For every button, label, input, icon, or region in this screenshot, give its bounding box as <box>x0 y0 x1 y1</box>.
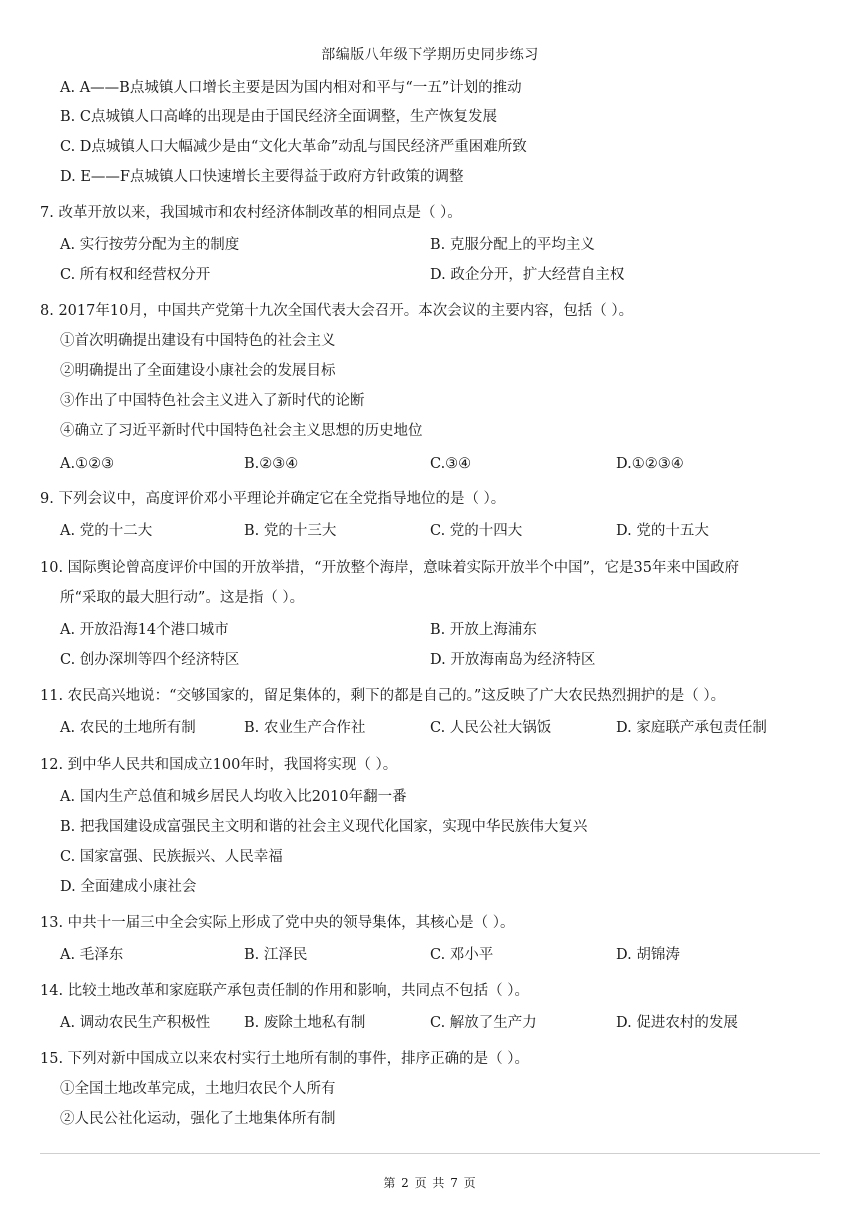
q6-option-a: A. A——B点城镇人口增长主要是因为国内相对和平与“一五”计划的推动 <box>60 80 522 96</box>
page-header: 部编版八年级下学期历史同步练习 <box>321 47 539 63</box>
q14-option-b: B. 废除土地私有制 <box>244 1015 366 1031</box>
q13-option-d: D. 胡锦涛 <box>616 947 680 963</box>
q13-option-a: A. 毛泽东 <box>60 947 124 963</box>
q8-option-a: A.①②③ <box>60 456 115 472</box>
q14-option-c: C. 解放了生产力 <box>430 1015 537 1031</box>
q10-stem-line1: 10. 国际舆论曾高度评价中国的开放举措，“开放整个海岸，意味着实际开放半个中国”，它是35年来中国政府 <box>40 560 739 576</box>
q8-item-2: ②明确提出了全面建设小康社会的发展目标 <box>60 363 336 379</box>
q8-option-b: B.②③④ <box>244 456 299 472</box>
q10-option-d: D. 开放海南岛为经济特区 <box>430 652 596 668</box>
q8-item-3: ③作出了中国特色社会主义进入了新时代的论断 <box>60 393 365 409</box>
q9-option-a: A. 党的十二大 <box>60 523 153 539</box>
q10-stem-line2: 所“采取的最大胆行动”。这是指（ ）。 <box>60 590 305 606</box>
q12-option-c: C. 国家富强、民族振兴、人民幸福 <box>60 849 283 865</box>
q15-item-1: ①全国土地改革完成，土地归农民个人所有 <box>60 1081 336 1097</box>
q7-option-c: C. 所有权和经营权分开 <box>60 267 211 283</box>
q8-option-c: C.③④ <box>430 456 472 472</box>
q11-option-d: D. 家庭联产承包责任制 <box>616 720 767 736</box>
q9-option-d: D. 党的十五大 <box>616 523 709 539</box>
q7-stem: 7. 改革开放以来，我国城市和农村经济体制改革的相同点是（ ）。 <box>40 205 462 221</box>
q11-stem: 11. 农民高兴地说：“交够国家的，留足集体的，剩下的都是自己的。”这反映了广大农民热烈拥护的是（ ）。 <box>40 688 726 704</box>
q10-option-a: A. 开放沿海14个港口城市 <box>60 622 229 638</box>
q12-option-a: A. 国内生产总值和城乡居民人均收入比2010年翻一番 <box>60 789 407 805</box>
q7-option-b: B. 克服分配上的平均主义 <box>430 237 595 253</box>
q14-option-d: D. 促进农村的发展 <box>616 1015 738 1031</box>
q7-option-d: D. 政企分开，扩大经营自主权 <box>430 267 625 283</box>
q11-option-c: C. 人民公社大锅饭 <box>430 720 552 736</box>
q9-option-b: B. 党的十三大 <box>244 523 337 539</box>
q9-stem: 9. 下列会议中，高度评价邓小平理论并确定它在全党指导地位的是（ ）。 <box>40 491 506 507</box>
q15-stem: 15. 下列对新中国成立以来农村实行土地所有制的事件，排序正确的是（ ）。 <box>40 1051 530 1067</box>
q8-item-1: ①首次明确提出建设有中国特色的社会主义 <box>60 333 336 349</box>
q14-option-a: A. 调动农民生产积极性 <box>60 1015 211 1031</box>
q9-option-c: C. 党的十四大 <box>430 523 523 539</box>
q8-option-d: D.①②③④ <box>616 456 684 472</box>
q10-option-c: C. 创办深圳等四个经济特区 <box>60 652 240 668</box>
q13-option-c: C. 邓小平 <box>430 947 494 963</box>
q11-option-b: B. 农业生产合作社 <box>244 720 366 736</box>
q13-option-b: B. 江泽民 <box>244 947 308 963</box>
q13-stem: 13. 中共十一届三中全会实际上形成了党中央的领导集体，其核心是（ ）。 <box>40 915 515 931</box>
q10-option-b: B. 开放上海浦东 <box>430 622 537 638</box>
q8-stem: 8. 2017年10月，中国共产党第十九次全国代表大会召开。本次会议的主要内容，包括（ ）。 <box>40 303 634 319</box>
q15-item-2: ②人民公社化运动，强化了土地集体所有制 <box>60 1111 336 1127</box>
q6-option-b: B. C点城镇人口高峰的出现是由于国民经济全面调整，生产恢复发展 <box>60 109 497 125</box>
q7-option-a: A. 实行按劳分配为主的制度 <box>60 237 240 253</box>
q12-stem: 12. 到中华人民共和国成立100年时，我国将实现（ ）。 <box>40 757 398 773</box>
q12-option-b: B. 把我国建设成富强民主文明和谐的社会主义现代化国家，实现中华民族伟大复兴 <box>60 819 588 835</box>
footer-divider <box>40 1153 820 1154</box>
q8-item-4: ④确立了习近平新时代中国特色社会主义思想的历史地位 <box>60 423 423 439</box>
q11-option-a: A. 农民的土地所有制 <box>60 720 196 736</box>
q12-option-d: D. 全面建成小康社会 <box>60 879 197 895</box>
q6-option-c: C. D点城镇人口大幅减少是由“文化大革命”动乱与国民经济严重困难所致 <box>60 139 527 155</box>
q6-option-d: D. E——F点城镇人口快速增长主要得益于政府方针政策的调整 <box>60 169 464 185</box>
page-number: 第 2 页 共 7 页 <box>383 1176 477 1190</box>
q14-stem: 14. 比较土地改革和家庭联产承包责任制的作用和影响，共同点不包括（ ）。 <box>40 983 530 999</box>
